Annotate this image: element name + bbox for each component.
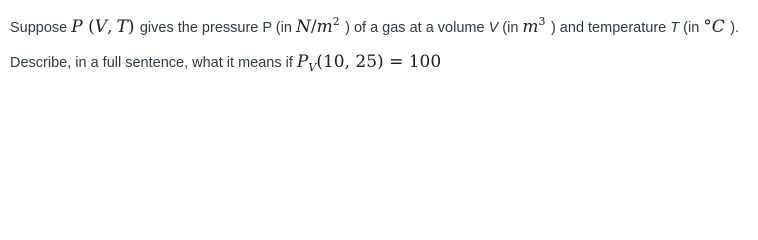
unit-symbol-m3: m: [522, 17, 539, 37]
var-v: V: [488, 20, 499, 36]
text-describe: Describe, in a full sentence, what it means if: [10, 55, 297, 71]
math-symbol-v: V: [94, 17, 108, 37]
text-close: ).: [730, 20, 740, 36]
unit-newtons-per-square-meter: [296, 17, 345, 37]
math-symbol-p: P: [71, 17, 83, 37]
math-comma: ,: [107, 17, 113, 37]
unit-symbol-n: N: [295, 17, 311, 37]
unit-exponent-2: 2: [332, 15, 340, 28]
math-symbol-t: T: [116, 17, 128, 37]
math-arguments: (10, 25): [316, 52, 384, 72]
question-line-2: [10, 52, 441, 73]
question-line-1: [10, 17, 739, 38]
partial-derivative-expression: [297, 52, 441, 72]
text-gives-pressure: gives the pressure P (in: [139, 20, 296, 36]
math-value: 100: [408, 52, 442, 72]
math-paren-open: (: [88, 17, 95, 37]
text-and-temperature: ) and temperature: [550, 20, 671, 36]
function-p-of-v-t: [71, 17, 140, 37]
unit-degrees-celsius: [703, 17, 730, 37]
math-subscript-v: V: [308, 61, 317, 74]
unit-symbol-c: C: [711, 17, 725, 37]
text-suppose: Suppose: [10, 20, 72, 36]
unit-exponent-3: 3: [538, 15, 546, 28]
math-symbol-p: P: [296, 52, 309, 72]
unit-symbol-m: m: [316, 17, 333, 37]
math-paren-close: ): [127, 17, 135, 37]
degree-symbol: °: [703, 17, 712, 37]
text-of-a-gas: ) of a gas at a volume: [345, 20, 489, 36]
text-in-2: (in: [683, 20, 704, 36]
math-equals: =: [383, 52, 409, 72]
unit-slash: /: [310, 17, 317, 37]
var-t: T: [670, 20, 680, 36]
unit-cubic-meter: [522, 17, 551, 37]
text-in-1: (in: [502, 20, 523, 36]
